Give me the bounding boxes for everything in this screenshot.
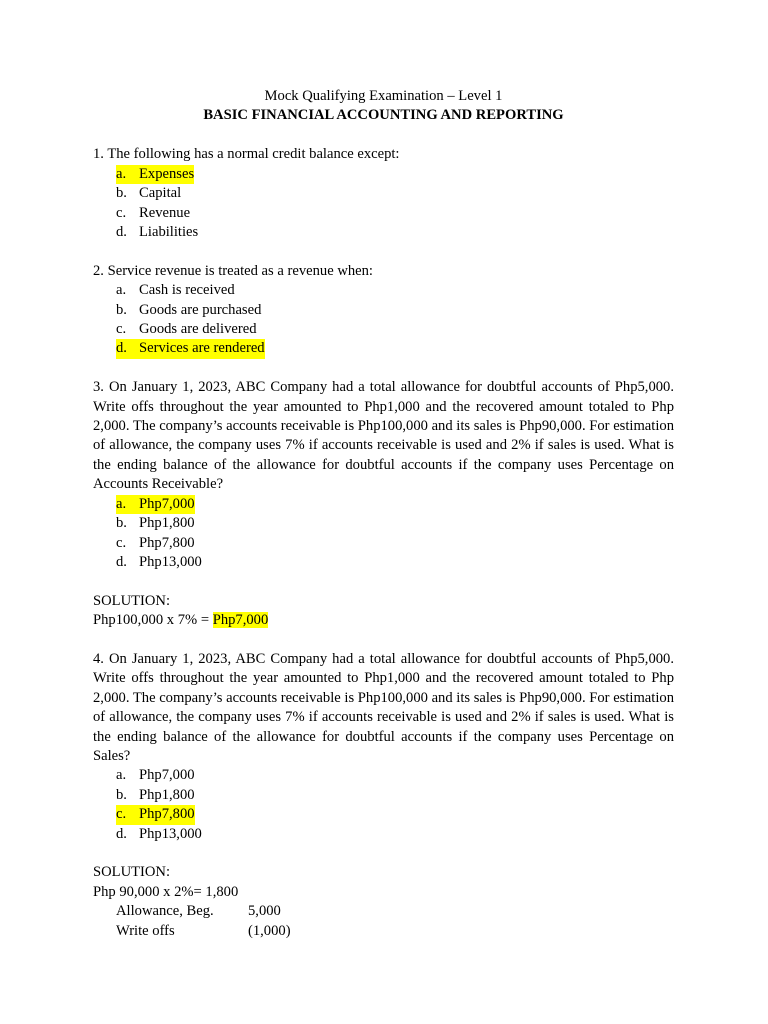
option-text: Php13,000 [139, 825, 202, 842]
question-text: 2. Service revenue is treated as a revenue when: [93, 262, 373, 279]
option-letter: d. [116, 340, 127, 357]
option-text: Revenue [139, 204, 191, 221]
options-list [93, 766, 674, 844]
solution-label: SOLUTION: [93, 592, 171, 609]
option-text: Php13,000 [139, 553, 202, 570]
option-text: Cash is received [139, 282, 235, 299]
question-text: 1. The following has a normal credit balance except: [93, 146, 400, 163]
option-a [93, 766, 674, 785]
option-b [93, 514, 674, 533]
option-text: Php1,800 [139, 515, 195, 532]
option-text: Services are rendered [139, 340, 265, 357]
solution-calc [93, 611, 674, 630]
option-letter: b. [116, 301, 127, 318]
option-text: Php7,800 [139, 806, 195, 823]
options-list [93, 495, 674, 573]
option-d [93, 223, 674, 242]
option-d [93, 339, 674, 358]
row-value: (1,000) [248, 922, 291, 939]
calc-result: Php7,000 [212, 612, 269, 629]
option-letter: a. [116, 495, 127, 512]
exam-title: Mock Qualifying Examination – Level 1 [264, 88, 503, 104]
question-1 [93, 145, 674, 242]
option-text: Php7,000 [139, 495, 195, 512]
solution-calc: Php 90,000 x 2%= 1,800 [93, 883, 239, 900]
question-3 [93, 378, 674, 630]
row-label: Allowance, Beg. [116, 903, 214, 920]
option-letter: d. [116, 224, 127, 241]
option-letter: c. [116, 806, 127, 823]
option-text: Php7,000 [139, 767, 195, 784]
document-content [93, 87, 674, 941]
option-letter: b. [116, 786, 127, 803]
option-letter: b. [116, 515, 127, 532]
question-text: 4. On January 1, 2023, ABC Company had a total allowance for doubtful accounts of Php5,000. Write offs throughout the year amounted to Php1,000 and the recovered amount totaled to Php 2,000. The company’s accounts receivable is Php100,000 and its sales is Php90,000. For estimation of allowance, the company uses 7% if accounts receivable is used and 2% if sales is used. What is the ending balance of the allowance for doubtful accounts if the company uses Percentage on Sales? [93, 650, 674, 764]
row-label: Write offs [116, 922, 175, 939]
options-list [93, 165, 674, 243]
solution-label: SOLUTION: [93, 864, 171, 881]
option-letter: a. [116, 282, 127, 299]
question-4 [93, 650, 674, 941]
option-c [93, 320, 674, 339]
option-letter: d. [116, 825, 127, 842]
option-letter: a. [116, 767, 127, 784]
option-b [93, 184, 674, 203]
option-letter: b. [116, 185, 127, 202]
options-list [93, 281, 674, 359]
option-c [93, 805, 674, 824]
option-letter: d. [116, 553, 127, 570]
option-letter: c. [116, 321, 127, 338]
option-text: Goods are delivered [139, 321, 257, 338]
option-c [93, 534, 674, 553]
solution-table-row [93, 902, 674, 921]
calc-expression: Php100,000 x 7% = [93, 612, 213, 629]
option-d [93, 553, 674, 572]
option-text: Goods are purchased [139, 301, 262, 318]
option-a [93, 165, 674, 184]
option-a [93, 495, 674, 514]
row-value: 5,000 [248, 903, 281, 920]
option-a [93, 281, 674, 300]
option-letter: c. [116, 534, 127, 551]
solution-table-row [93, 922, 674, 941]
option-letter: a. [116, 165, 127, 182]
exam-subject: BASIC FINANCIAL ACCOUNTING AND REPORTING [203, 107, 564, 124]
option-letter: c. [116, 204, 127, 221]
option-b [93, 301, 674, 320]
question-text: 3. On January 1, 2023, ABC Company had a total allowance for doubtful accounts of Php5,000. Write offs throughout the year amounted to Php1,000 and the recovered amount totaled to Php 2,000. The company’s accounts receivable is Php100,000 and its sales is Php90,000. For estimation of allowance, the company uses 7% if accounts receivable is used and 2% if sales is used. What is the ending balance of the allowance for doubtful accounts if the company uses Percentage on Accounts Receivable? [93, 379, 674, 493]
option-text: Capital [139, 185, 182, 202]
option-d [93, 825, 674, 844]
option-c [93, 204, 674, 223]
option-b [93, 786, 674, 805]
option-text: Expenses [139, 165, 195, 182]
option-text: Php7,800 [139, 534, 195, 551]
option-text: Liabilities [139, 224, 199, 241]
option-text: Php1,800 [139, 786, 195, 803]
question-2 [93, 262, 674, 359]
